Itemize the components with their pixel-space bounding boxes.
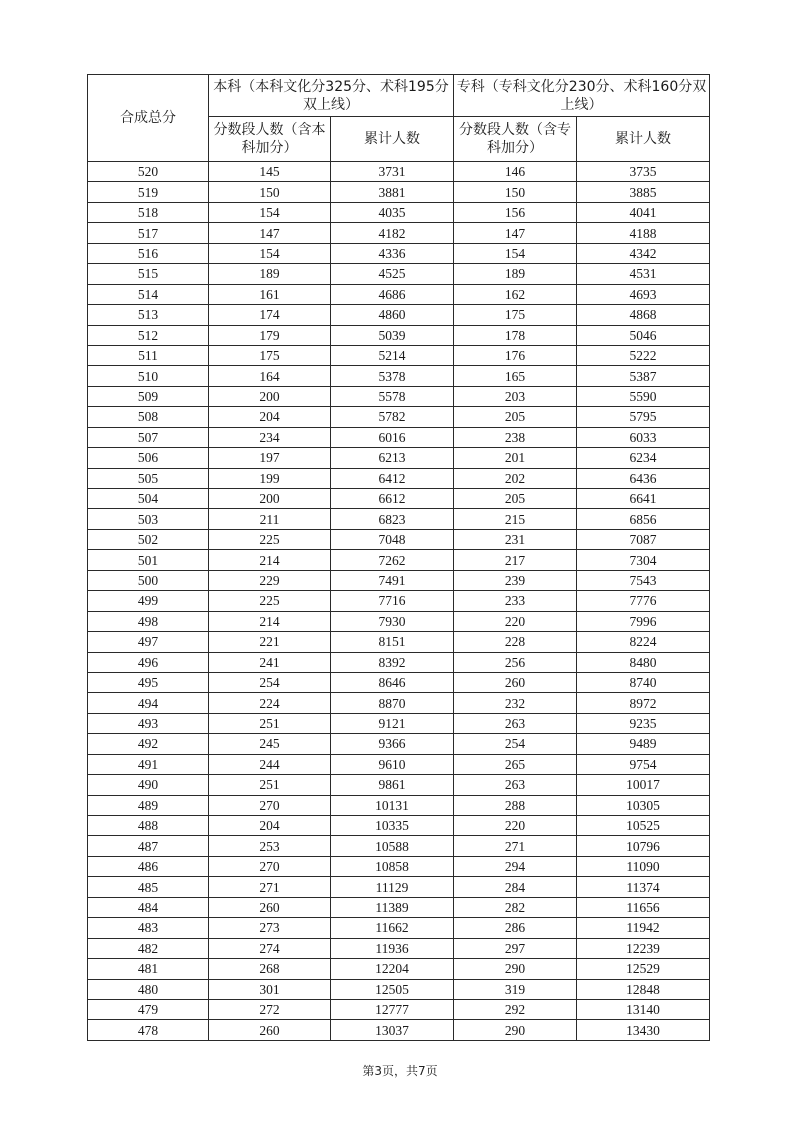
college-cumulative-cell: 3885 [577, 182, 710, 202]
undergrad-segment-cell: 145 [209, 162, 331, 182]
table-row [88, 202, 710, 222]
college-cumulative-cell: 5222 [577, 345, 710, 365]
total-score-cell: 500 [88, 570, 209, 590]
undergrad-cumulative-cell: 5378 [331, 366, 454, 386]
college-cumulative-cell: 12239 [577, 938, 710, 958]
college-cumulative-cell: 10796 [577, 836, 710, 856]
college-cumulative-cell: 11942 [577, 918, 710, 938]
undergrad-cumulative-cell: 4182 [331, 223, 454, 243]
total-score-cell: 502 [88, 529, 209, 549]
total-score-header: 合成总分 [88, 75, 209, 162]
college-cumulative-cell: 10017 [577, 775, 710, 795]
college-cumulative-cell: 5795 [577, 407, 710, 427]
table-row [88, 775, 710, 795]
college-group-header [454, 75, 710, 117]
undergrad-segment-cell: 271 [209, 877, 331, 897]
undergrad-segment-cell: 179 [209, 325, 331, 345]
undergrad-segment-cell: 245 [209, 734, 331, 754]
college-cumulative-cell: 5046 [577, 325, 710, 345]
college-segment-cell: 217 [454, 550, 577, 570]
undergrad-segment-cell: 174 [209, 305, 331, 325]
undergrad-segment-cell: 214 [209, 611, 331, 631]
undergrad-cumulative-cell: 11662 [331, 918, 454, 938]
total-score-cell: 489 [88, 795, 209, 815]
undergrad-segment-cell: 234 [209, 427, 331, 447]
college-segment-cell: 282 [454, 897, 577, 917]
undergrad-cumulative-cell: 10131 [331, 795, 454, 815]
total-score-cell: 494 [88, 693, 209, 713]
college-cumulative-cell: 3735 [577, 162, 710, 182]
college-cumulative-cell: 4531 [577, 264, 710, 284]
undergrad-cumulative-cell: 4336 [331, 243, 454, 263]
table-row [88, 836, 710, 856]
college-cumulative-cell: 4188 [577, 223, 710, 243]
college-cumulative-cell: 10305 [577, 795, 710, 815]
college-cumulative-cell: 7543 [577, 570, 710, 590]
table-row [88, 979, 710, 999]
undergrad-segment-cell: 214 [209, 550, 331, 570]
college-segment-cell: 203 [454, 386, 577, 406]
college-cumulative-cell: 9235 [577, 713, 710, 733]
college-cumulative-cell: 6234 [577, 448, 710, 468]
undergrad-cumulative-cell: 6213 [331, 448, 454, 468]
table-row [88, 672, 710, 692]
college-segment-cell: 220 [454, 611, 577, 631]
undergrad-cumulative-cell: 12204 [331, 959, 454, 979]
undergrad-segment-cell: 260 [209, 897, 331, 917]
total-score-cell: 509 [88, 386, 209, 406]
college-cumulative-cell: 4693 [577, 284, 710, 304]
table-row [88, 489, 710, 509]
total-score-cell: 517 [88, 223, 209, 243]
total-score-cell: 519 [88, 182, 209, 202]
total-score-cell: 478 [88, 1020, 209, 1040]
college-cumulative-cell: 6436 [577, 468, 710, 488]
undergrad-cumulative-cell: 7048 [331, 529, 454, 549]
total-score-cell: 492 [88, 734, 209, 754]
table-row [88, 938, 710, 958]
table-row [88, 345, 710, 365]
undergrad-cumulative-cell: 8392 [331, 652, 454, 672]
undergrad-segment-cell: 147 [209, 223, 331, 243]
undergrad-cumulative-cell: 12505 [331, 979, 454, 999]
table-row [88, 243, 710, 263]
table-row [88, 795, 710, 815]
table-row [88, 816, 710, 836]
college-segment-cell: 292 [454, 999, 577, 1019]
table-row [88, 918, 710, 938]
undergrad-cumulative-cell: 5578 [331, 386, 454, 406]
undergrad-cumulative-cell: 9121 [331, 713, 454, 733]
undergrad-segment-cell: 164 [209, 366, 331, 386]
college-cumulative-cell: 8224 [577, 632, 710, 652]
undergrad-cumulative-cell: 10858 [331, 856, 454, 876]
college-cumulative-cell: 11374 [577, 877, 710, 897]
undergrad-segment-cell: 273 [209, 918, 331, 938]
undergrad-cumulative-cell: 7930 [331, 611, 454, 631]
college-segment-cell: 231 [454, 529, 577, 549]
college-segment-cell: 288 [454, 795, 577, 815]
table-row [88, 959, 710, 979]
undergrad-cumulative-cell: 6823 [331, 509, 454, 529]
college-segment-cell: 297 [454, 938, 577, 958]
college-segment-cell: 215 [454, 509, 577, 529]
total-score-cell: 501 [88, 550, 209, 570]
undergrad-cumulative-cell: 8870 [331, 693, 454, 713]
college-segment-cell: 294 [454, 856, 577, 876]
undergrad-segment-cell: 200 [209, 489, 331, 509]
undergrad-segment-cell: 204 [209, 816, 331, 836]
undergrad-cumulative-cell: 9861 [331, 775, 454, 795]
table-row [88, 264, 710, 284]
college-segment-cell: 165 [454, 366, 577, 386]
undergrad-cumulative-cell: 4860 [331, 305, 454, 325]
total-score-cell: 483 [88, 918, 209, 938]
college-cumulative-cell: 11656 [577, 897, 710, 917]
table-row [88, 611, 710, 631]
undergrad-segment-cell: 150 [209, 182, 331, 202]
college-segment-header: 分数段人数（含专科加分） [454, 117, 577, 162]
undergrad-cumulative-header: 累计人数 [331, 117, 454, 162]
college-cumulative-cell: 4041 [577, 202, 710, 222]
college-group-title: 专科（专科文化分230分、术科160分双上线） [456, 78, 707, 113]
undergrad-segment-cell: 225 [209, 591, 331, 611]
college-segment-cell: 254 [454, 734, 577, 754]
total-score-cell: 496 [88, 652, 209, 672]
score-table [87, 74, 710, 1041]
undergrad-segment-cell: 253 [209, 836, 331, 856]
undergrad-cumulative-cell: 7491 [331, 570, 454, 590]
undergrad-cumulative-cell: 9366 [331, 734, 454, 754]
college-cumulative-cell: 12529 [577, 959, 710, 979]
college-cumulative-cell: 6856 [577, 509, 710, 529]
undergrad-segment-cell: 175 [209, 345, 331, 365]
total-score-cell: 507 [88, 427, 209, 447]
college-cumulative-cell: 7776 [577, 591, 710, 611]
undergrad-segment-cell: 225 [209, 529, 331, 549]
table-row [88, 754, 710, 774]
college-segment-cell: 239 [454, 570, 577, 590]
table-row [88, 713, 710, 733]
college-cumulative-cell: 9489 [577, 734, 710, 754]
undergrad-cumulative-cell: 10335 [331, 816, 454, 836]
college-segment-cell: 156 [454, 202, 577, 222]
undergrad-cumulative-cell: 11936 [331, 938, 454, 958]
college-cumulative-cell: 6641 [577, 489, 710, 509]
total-score-cell: 504 [88, 489, 209, 509]
table-row [88, 1020, 710, 1040]
college-cumulative-header: 累计人数 [577, 117, 710, 162]
college-cumulative-cell: 7304 [577, 550, 710, 570]
page-footer: 第3页，共7页 [362, 1064, 438, 1078]
undergrad-segment-cell: 161 [209, 284, 331, 304]
undergrad-cumulative-cell: 4525 [331, 264, 454, 284]
undergrad-segment-cell: 274 [209, 938, 331, 958]
undergrad-cumulative-cell: 8646 [331, 672, 454, 692]
table-row [88, 386, 710, 406]
college-cumulative-cell: 7996 [577, 611, 710, 631]
total-score-cell: 518 [88, 202, 209, 222]
total-score-cell: 506 [88, 448, 209, 468]
total-score-cell: 513 [88, 305, 209, 325]
undergrad-cumulative-cell: 3731 [331, 162, 454, 182]
total-score-cell: 520 [88, 162, 209, 182]
total-score-cell: 512 [88, 325, 209, 345]
score-distribution-sheet [87, 74, 709, 1041]
undergrad-segment-cell: 200 [209, 386, 331, 406]
undergrad-segment-cell: 251 [209, 775, 331, 795]
table-row [88, 366, 710, 386]
college-segment-cell: 205 [454, 407, 577, 427]
college-segment-cell: 233 [454, 591, 577, 611]
table-row [88, 693, 710, 713]
college-segment-cell: 271 [454, 836, 577, 856]
college-segment-cell: 286 [454, 918, 577, 938]
total-score-cell: 499 [88, 591, 209, 611]
college-cumulative-cell: 4868 [577, 305, 710, 325]
total-score-cell: 503 [88, 509, 209, 529]
undergrad-cumulative-cell: 11129 [331, 877, 454, 897]
undergrad-segment-cell: 244 [209, 754, 331, 774]
college-segment-cell: 150 [454, 182, 577, 202]
table-row [88, 509, 710, 529]
table-row [88, 632, 710, 652]
table-row [88, 305, 710, 325]
undergrad-segment-cell: 154 [209, 202, 331, 222]
table-row [88, 856, 710, 876]
college-segment-cell: 290 [454, 959, 577, 979]
undergrad-segment-cell: 199 [209, 468, 331, 488]
college-cumulative-cell: 7087 [577, 529, 710, 549]
undergrad-cumulative-cell: 8151 [331, 632, 454, 652]
total-score-cell: 493 [88, 713, 209, 733]
total-score-cell: 491 [88, 754, 209, 774]
college-segment-cell: 263 [454, 775, 577, 795]
total-score-cell: 479 [88, 999, 209, 1019]
college-segment-cell: 147 [454, 223, 577, 243]
total-score-cell: 514 [88, 284, 209, 304]
total-score-cell: 516 [88, 243, 209, 263]
undergrad-cumulative-cell: 5039 [331, 325, 454, 345]
total-score-cell: 488 [88, 816, 209, 836]
undergrad-segment-cell: 211 [209, 509, 331, 529]
college-segment-cell: 162 [454, 284, 577, 304]
college-cumulative-cell: 12848 [577, 979, 710, 999]
college-segment-cell: 176 [454, 345, 577, 365]
total-score-cell: 487 [88, 836, 209, 856]
undergrad-cumulative-cell: 6016 [331, 427, 454, 447]
college-cumulative-cell: 8480 [577, 652, 710, 672]
undergrad-segment-cell: 270 [209, 795, 331, 815]
undergrad-segment-cell: 154 [209, 243, 331, 263]
undergrad-cumulative-cell: 5782 [331, 407, 454, 427]
total-score-cell: 495 [88, 672, 209, 692]
college-cumulative-cell: 4342 [577, 243, 710, 263]
undergrad-segment-cell: 221 [209, 632, 331, 652]
college-segment-cell: 178 [454, 325, 577, 345]
college-cumulative-cell: 11090 [577, 856, 710, 876]
college-cumulative-cell: 5387 [577, 366, 710, 386]
total-score-cell: 482 [88, 938, 209, 958]
total-score-cell: 481 [88, 959, 209, 979]
total-score-cell: 511 [88, 345, 209, 365]
college-cumulative-cell: 9754 [577, 754, 710, 774]
undergrad-cumulative-cell: 9610 [331, 754, 454, 774]
college-segment-cell: 284 [454, 877, 577, 897]
college-segment-cell: 232 [454, 693, 577, 713]
college-cumulative-cell: 8740 [577, 672, 710, 692]
table-row [88, 591, 710, 611]
table-row [88, 448, 710, 468]
college-cumulative-cell: 10525 [577, 816, 710, 836]
undergrad-segment-cell: 268 [209, 959, 331, 979]
table-row [88, 223, 710, 243]
undergrad-segment-cell: 270 [209, 856, 331, 876]
total-score-cell: 490 [88, 775, 209, 795]
college-cumulative-cell: 13140 [577, 999, 710, 1019]
college-segment-cell: 154 [454, 243, 577, 263]
college-segment-cell: 238 [454, 427, 577, 447]
total-score-cell: 508 [88, 407, 209, 427]
college-segment-cell: 205 [454, 489, 577, 509]
table-row [88, 162, 710, 182]
college-cumulative-cell: 8972 [577, 693, 710, 713]
undergrad-cumulative-cell: 4035 [331, 202, 454, 222]
undergrad-group-header [209, 75, 454, 117]
undergrad-segment-cell: 272 [209, 999, 331, 1019]
undergrad-cumulative-cell: 13037 [331, 1020, 454, 1040]
college-cumulative-cell: 6033 [577, 427, 710, 447]
total-score-cell: 498 [88, 611, 209, 631]
college-segment-cell: 146 [454, 162, 577, 182]
undergrad-cumulative-cell: 7262 [331, 550, 454, 570]
undergrad-segment-cell: 241 [209, 652, 331, 672]
college-cumulative-cell: 5590 [577, 386, 710, 406]
table-row [88, 897, 710, 917]
score-table-body [88, 162, 710, 1041]
college-cumulative-cell: 13430 [577, 1020, 710, 1040]
table-row [88, 652, 710, 672]
college-segment-cell: 265 [454, 754, 577, 774]
college-segment-cell: 263 [454, 713, 577, 733]
college-segment-cell: 220 [454, 816, 577, 836]
undergrad-segment-cell: 229 [209, 570, 331, 590]
undergrad-group-title: 本科（本科文化分325分、术科195分双上线） [213, 78, 449, 113]
undergrad-cumulative-cell: 6412 [331, 468, 454, 488]
undergrad-segment-cell: 204 [209, 407, 331, 427]
table-row [88, 284, 710, 304]
table-row [88, 877, 710, 897]
table-row [88, 427, 710, 447]
total-score-cell: 485 [88, 877, 209, 897]
table-row [88, 734, 710, 754]
college-segment-cell: 319 [454, 979, 577, 999]
undergrad-segment-cell: 224 [209, 693, 331, 713]
college-segment-cell: 202 [454, 468, 577, 488]
undergrad-cumulative-cell: 7716 [331, 591, 454, 611]
undergrad-segment-header: 分数段人数（含本科加分） [209, 117, 331, 162]
college-segment-cell: 290 [454, 1020, 577, 1040]
college-segment-cell: 189 [454, 264, 577, 284]
table-row [88, 550, 710, 570]
college-segment-cell: 175 [454, 305, 577, 325]
table-row [88, 468, 710, 488]
total-score-cell: 510 [88, 366, 209, 386]
total-score-cell: 484 [88, 897, 209, 917]
undergrad-cumulative-cell: 6612 [331, 489, 454, 509]
undergrad-segment-cell: 251 [209, 713, 331, 733]
table-row [88, 325, 710, 345]
college-segment-cell: 256 [454, 652, 577, 672]
undergrad-cumulative-cell: 11389 [331, 897, 454, 917]
total-score-cell: 480 [88, 979, 209, 999]
undergrad-segment-cell: 189 [209, 264, 331, 284]
college-segment-cell: 201 [454, 448, 577, 468]
undergrad-segment-cell: 254 [209, 672, 331, 692]
college-segment-cell: 228 [454, 632, 577, 652]
undergrad-cumulative-cell: 5214 [331, 345, 454, 365]
college-segment-cell: 260 [454, 672, 577, 692]
table-row [88, 407, 710, 427]
total-score-cell: 497 [88, 632, 209, 652]
table-row [88, 529, 710, 549]
table-row [88, 570, 710, 590]
total-score-cell: 515 [88, 264, 209, 284]
undergrad-cumulative-cell: 3881 [331, 182, 454, 202]
table-row [88, 999, 710, 1019]
undergrad-cumulative-cell: 4686 [331, 284, 454, 304]
undergrad-segment-cell: 197 [209, 448, 331, 468]
total-score-cell: 486 [88, 856, 209, 876]
undergrad-segment-cell: 260 [209, 1020, 331, 1040]
undergrad-segment-cell: 301 [209, 979, 331, 999]
total-score-cell: 505 [88, 468, 209, 488]
undergrad-cumulative-cell: 12777 [331, 999, 454, 1019]
table-row [88, 182, 710, 202]
undergrad-cumulative-cell: 10588 [331, 836, 454, 856]
